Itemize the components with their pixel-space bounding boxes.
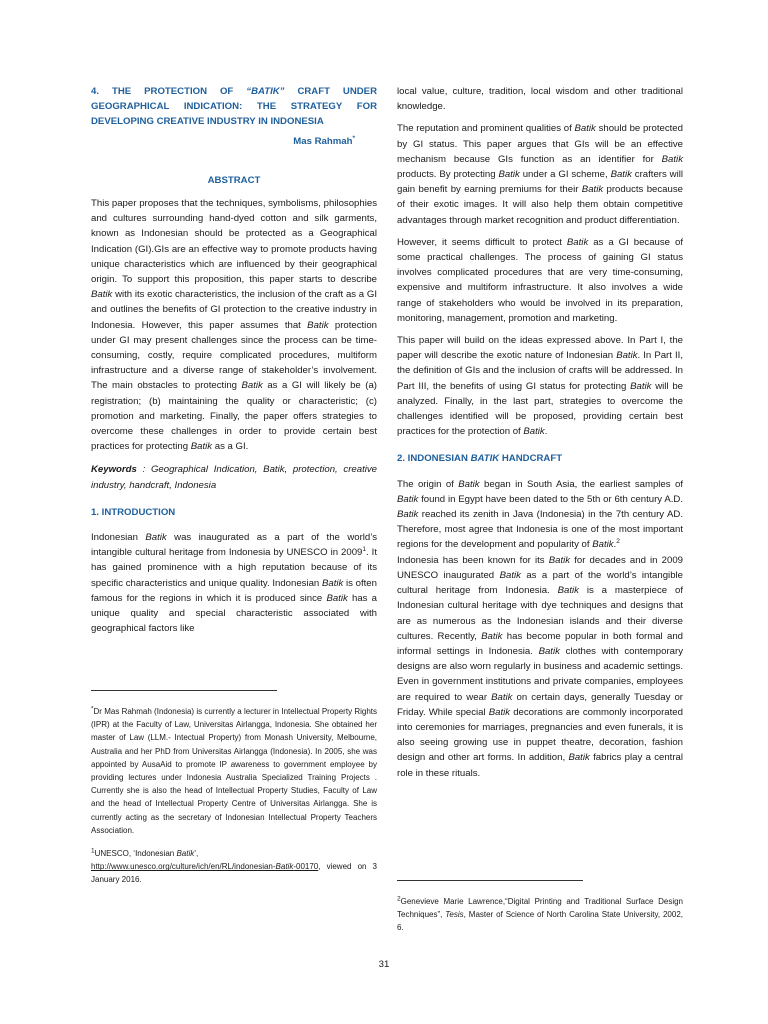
footnote-author: *Dr Mas Rahmah (Indonesia) is currently a lecturer in Intellectual Property Rights (IPR) at the Faculty of Law, Universitas Airlangga, Indonesia. She obtained her master of Law (LLM.- Intectual Property) from Monash University, Melbourne, Australia and her PhD from Universitas Airlangga (Indonesia). In 2005, she was appointed by AusaAid to promote IP awareness to government employee by providing lectures under Indonesia Australia Specialized Training Projects . Currently she is also the head of Intellectual Property Studies, Faculty of Law and the head of Intellectual Property Centre of Universitas Airlangga. She is currently acting as the secretary of Indonesian Intellectual Property Teachers Association. <box>91 705 377 835</box>
section-heading-introduction: 1. INTRODUCTION <box>91 506 176 518</box>
paper-title: 4. THE PROTECTION OF “BATIK” CRAFT UNDER GEOGRAPHICAL INDICATION: THE STRATEGY FOR DEVELOPING CREATIVE INDUSTRY IN INDONESIA <box>91 86 378 128</box>
paragraph-reputation: The reputation and prominent qualities of Batik should be protected by GI status. This paper argues that GIs will be an effective mechanism because GIs function as an identifier for Batik products. By protecting Batik under a GI scheme, Batik crafters will gain benefit by earning premiums for their Batik products because of their exotic images. It will also help them obtain competitive advantages through market recognition and product differentiation. <box>397 123 684 226</box>
footnote-2: $^2$Genevieve Marie Lawrence,“Digital Printing and Traditional Surface Design Techniques”, Tesis, Master of Science of North Carolina State University, 2002, 6. <box>397 895 683 933</box>
paragraph-outline: This paper will build on the ideas expressed above. In Part I, the paper will describe the exotic nature of Indonesian Batik. In Part II, the definition of GIs and the inclusion of crafts will be addressed. In Part III, the benefits of using GI status for protecting Batik will be analyzed. Finally, in the last part, strategies to overcome the challenges identified will be proposed, providing certain best practices for the protection of Batik. <box>397 335 683 438</box>
unesco-link[interactable]: http://www.unesco.org/culture/ich/en/RL/indonesian-Batik-00170 <box>91 862 319 872</box>
introduction-text: Indonesian Batik was inaugurated as a part of the world’s intangible cultural heritage from Indonesia by UNESCO in 2009$^1$. It has gained prominence with a high reputation because of its specific characteristics and unique quality. Indonesian Batik is often famous for the regions in which it is produced since Batik has a unique quality and special characteristic associated with geographical factors like <box>91 532 377 635</box>
right-column <box>397 84 683 788</box>
footnote-divider <box>397 880 583 881</box>
section-heading-batik-handcraft: 2. INDONESIAN BATIK HANDCRAFT <box>397 453 563 465</box>
page-number: 31 <box>378 959 390 970</box>
right-footnotes <box>397 880 683 935</box>
paragraph-local-value: local value, culture, tradition, local wisdom and other traditional knowledge. <box>397 86 683 113</box>
footnote-1: $^1$UNESCO, ‘Indonesian Batik’, http://www.unesco.org/culture/ich/en/RL/indonesian-Batik-00170, viewed on 3 January 2016. <box>91 847 377 885</box>
author-name: Mas Rahmah* <box>293 134 355 147</box>
left-column <box>91 84 377 644</box>
abstract-heading: ABSTRACT <box>207 174 261 186</box>
abstract-text: This paper proposes that the techniques, symbolisms, philosophies and cultures surrounding hand-dyed cotton and silk garments, known as Indonesian should be protected as a Geographical Indication (GI).GIs are an effective way to promote products having unique characteristics which are influenced by their geographical origin. To support this proposition, this paper starts to describe Batik with its exotic characteristics, the inclusion of the craft as a GI and outlines the benefits of GI protection to the creative industry in Indonesia. However, this paper assumes that Batik protection under GI may present challenges since the process can be time-consuming, costly, require complicated procedures, multiform infrastructure and a diverse range of stakeholder’s involvement. The main obstacles to protecting Batik as a GI will likely be (a) registration; (b) maintaining the quality or characteristic; (c) promotion and marketing. Finally, the paper offers strategies to overcome these challenges in order to provide certain best practices for protecting Batik as a GI. <box>91 198 377 453</box>
paragraph-challenges: However, it seems difficult to protect Batik as a GI because of some practical challenges. The process of gaining GI status involves complicated procedures that are very time-consuming, expensive and multiform infrastructure. It also involves a wide range of stakeholders who would be involved in its preparation, monitoring, management, promotion and marketing. <box>397 236 683 324</box>
left-footnotes <box>91 690 377 887</box>
footnote-divider <box>91 690 277 691</box>
keywords: Keywords : Geographical Indication, Batik, protection, creative industry, handcraft, Indonesia <box>91 464 377 491</box>
paragraph-origin: The origin of Batik began in South Asia, the earliest samples of Batik found in Egypt have been dated to the 5th or 6th century A.D. Batik reached its zenith in Java (Indonesia) in the 7th century AD. Therefore, most agree that Indonesia is one of the most important regions for the development and popularity of Batik.$^2$ <box>397 478 683 551</box>
paragraph-unesco-heritage: Indonesia has been known for its Batik for decades and in 2009 UNESCO inaugurated Batik as a part of the world’s intangible cultural heritage from Indonesia. Batik is a masterpiece of Indonesian cultural heritage with dye techniques and designs that are as numerous as the Indonesian islands and their diverse cultures. Recently, Batik has become popular in both formal and informal settings in Indonesia. Batik clothes with contemporary designs are also worn regularly in business and academic settings. Even in government institutions and private companies, employees are required to wear Batik on certain days, generally Tuesday or Friday. While special Batik decorations are commonly incorporated into ceremonies for marriages, pregnancies and even funerals, it is also seeing growing use in puppet theatre, decoration, fashion design and other art forms. In addition, Batik fabrics play a central role in these rituals. <box>397 554 684 779</box>
